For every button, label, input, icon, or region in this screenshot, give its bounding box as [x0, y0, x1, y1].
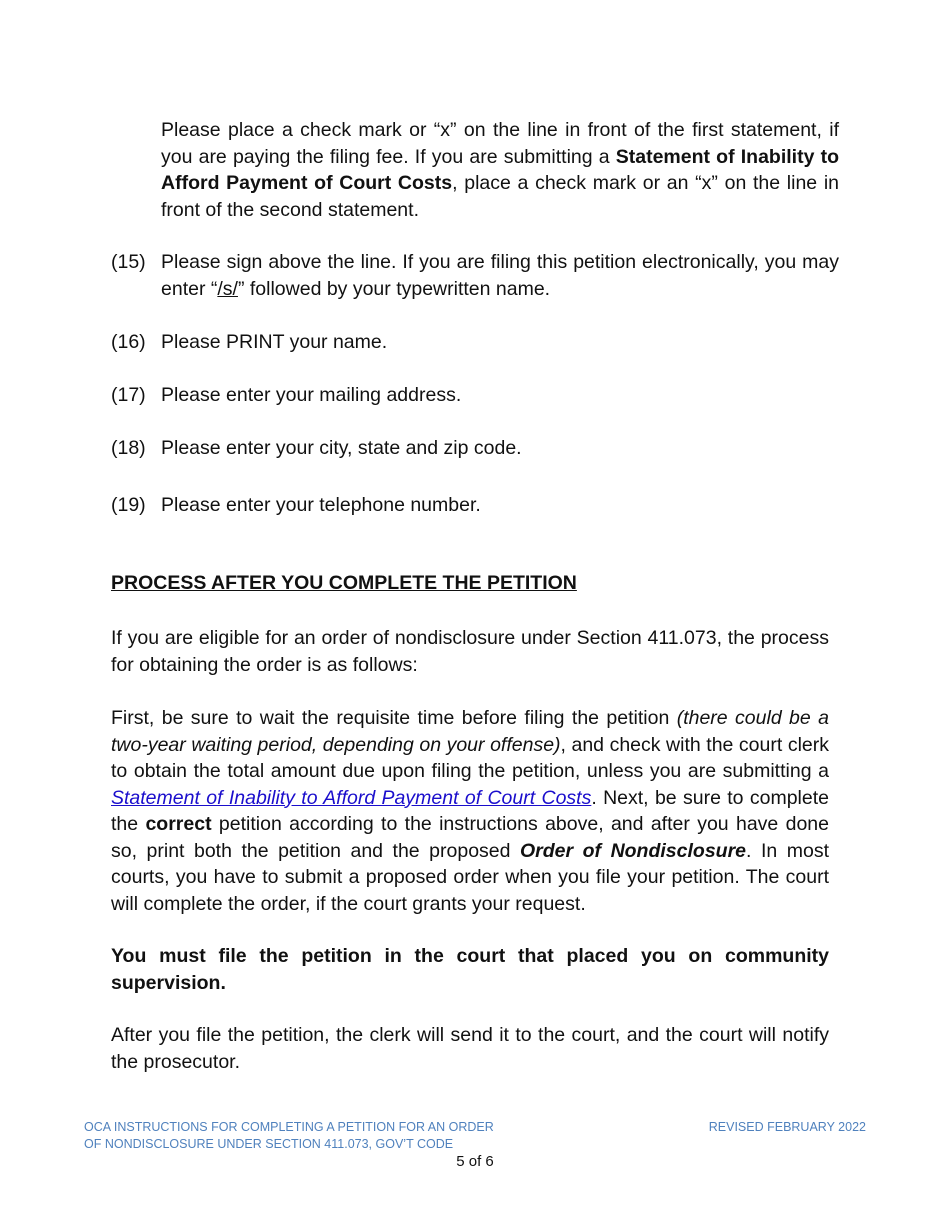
item-text: Please enter your city, state and zip code. [161, 437, 522, 459]
list-item-18 [111, 435, 839, 462]
item-text [161, 249, 839, 302]
page-number: 5 of 6 [456, 1153, 494, 1170]
p2-text-4: petition according to the instructions above, and after you have done so, print both the petition and the proposed [111, 813, 829, 862]
after-filing-paragraph: After you file the petition, the clerk will send it to the court, and the court will notify the prosecutor. [111, 1024, 829, 1073]
intro-text-1: Please place a check mark or “x” on the line in front of the first statement, if you are paying the filing fee. If you are submitting a [161, 119, 839, 168]
item-15-text-1: Please sign above the line. If you are filing this petition electronically, you may enter “ [161, 251, 839, 300]
item-number: (18) [111, 437, 146, 459]
item-text: Please PRINT your name. [161, 331, 388, 353]
intro-bold-statement: Statement of Inability to Afford Payment of Court Costs [161, 145, 839, 194]
intro-text-2: , place a check mark or an “x” on the line in front of the second statement. [161, 172, 840, 221]
order-of-nondisclosure-title: Order of Nondisclosure [520, 839, 747, 862]
filing-court-notice: You must file the petition in the court that placed you on community supervision. [111, 945, 829, 994]
list-item-16 [111, 329, 839, 356]
statement-of-inability-link[interactable]: Statement of Inability to Afford Payment of Court Costs [111, 786, 592, 809]
footer-title-line-2: OF NONDISCLOSURE UNDER SECTION 411.073, GOV’T CODE [84, 1137, 454, 1151]
correct-emphasis: correct [145, 813, 212, 835]
item-number: (19) [111, 494, 146, 516]
waiting-period-note: (there could be a two-year waiting period, depending on your offense) [111, 707, 829, 756]
eligibility-paragraph: If you are eligible for an order of nondisclosure under Section 411.073, the process for obtaining the order is as follows: [111, 627, 829, 676]
signature-mark: /s/ [217, 277, 238, 300]
list-item-19 [111, 492, 839, 519]
item-number: (15) [111, 251, 146, 273]
process-steps-paragraph [111, 705, 829, 917]
list-item-15 [111, 249, 839, 302]
p2-text-1: First, be sure to wait the requisite time before filing the petition [111, 707, 677, 729]
item-number: (17) [111, 384, 146, 406]
item-15-text-2: ” followed by your typewritten name. [237, 277, 551, 300]
p2-text-5: . In most courts, you have to submit a proposed order when you file your petition. The court will complete the order, if the court grants your request. [111, 839, 829, 915]
fee-instructions-paragraph [161, 117, 839, 223]
section-heading: PROCESS AFTER YOU COMPLETE THE PETITION [111, 572, 577, 594]
item-number: (16) [111, 331, 146, 353]
list-item-17 [111, 382, 839, 409]
footer-document-title [84, 1119, 494, 1153]
footer-title-line-1: OCA INSTRUCTIONS FOR COMPLETING A PETITION FOR AN ORDER [84, 1120, 494, 1134]
item-text: Please enter your mailing address. [161, 384, 462, 406]
p2-text-3: . Next, be sure to complete the [111, 786, 829, 835]
item-text: Please enter your telephone number. [161, 494, 481, 516]
p2-text-2: , and check with the court clerk to obtain the total amount due upon filing the petition, unless you are submitting a [111, 733, 829, 782]
footer-revision-date: REVISED FEBRUARY 2022 [708, 1120, 866, 1134]
